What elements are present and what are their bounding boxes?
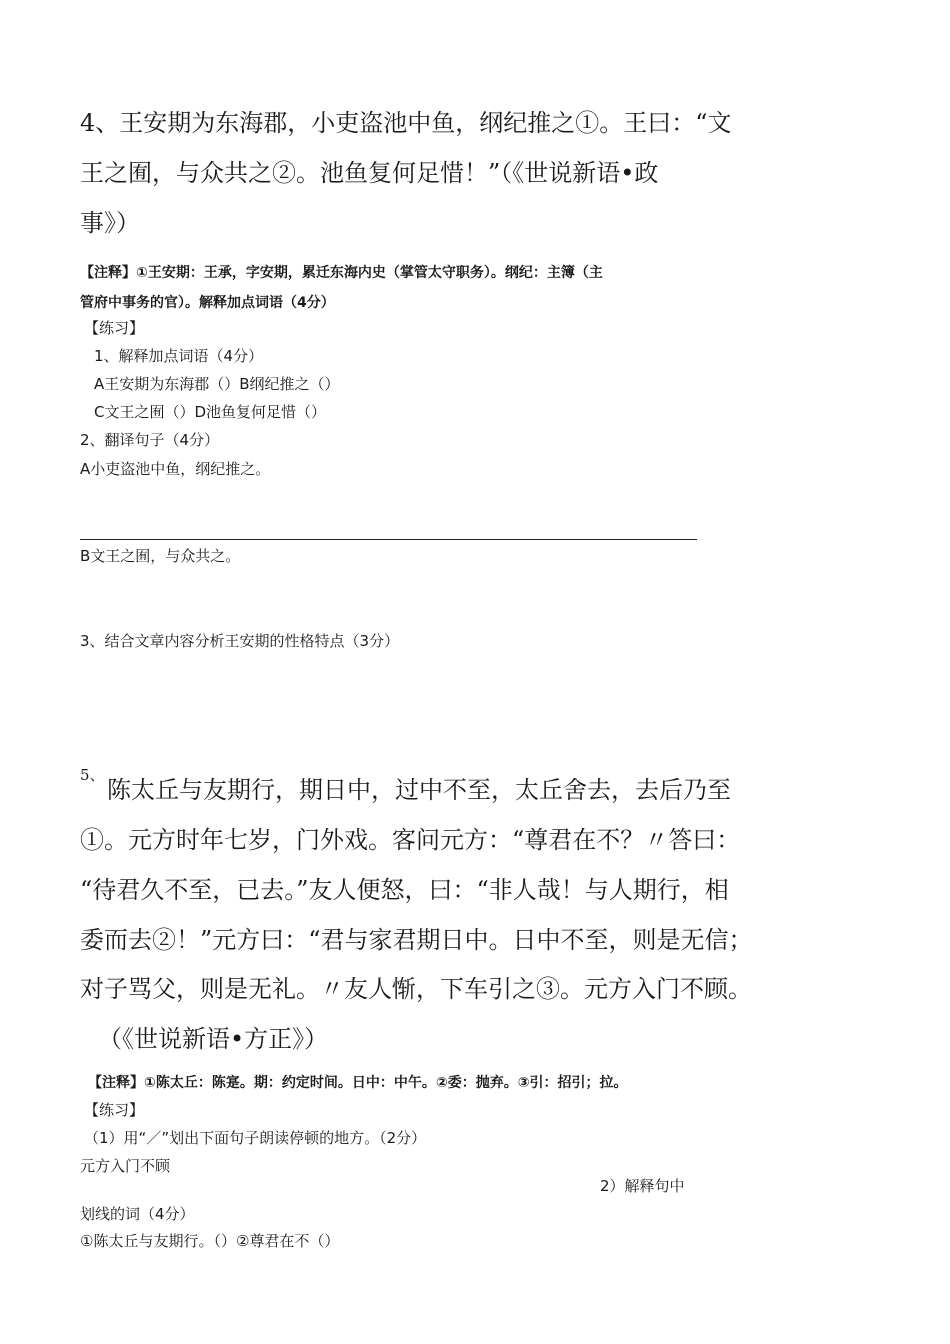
q5-exercise-1: （1）用“／”划出下面句子朗读停顿的地方。（2分）: [84, 1129, 427, 1147]
q5-passage-line-2: ①。元方时年七岁，门外戏。客问元方：“尊君在不？〃答曰：: [80, 826, 741, 854]
q5-exercise-1-sentence: 元方入门不顾: [80, 1157, 171, 1175]
q5-exercise-2-cont: 划线的词（4分）: [80, 1205, 195, 1223]
q4-exercise-1-cd: C文王之囿（）D池鱼复何足惜（）: [94, 403, 327, 421]
q5-passage-line-3: “待君久不至，已去。”友人便怒，曰：“非人哉！与人期行，相: [80, 876, 729, 904]
q4-exercise-2-a: A小吏盗池中鱼，纲纪推之。: [80, 460, 271, 478]
q5-passage-line-4: 委而去②！”元方曰：“君与家君期日中。日中不至，则是无信；: [80, 926, 753, 954]
q4-exercise-1: 1、解释加点词语（4分）: [94, 347, 264, 365]
q5-exercise-2-start: 2）解释句中: [600, 1177, 685, 1195]
q5-annotation: 【注释】①陈太丘：陈寔。期：约定时间。日中：中午。②委：抛弃。③引：招引；拉。: [88, 1075, 628, 1091]
q4-practice-heading: 【练习】: [84, 319, 145, 337]
q4-annotation-line-1: 【注释】①王安期：王承，字安期，累迁东海内史（掌管太守职务）。纲纪：主簿（主: [80, 265, 603, 281]
q4-exercise-1-ab: A王安期为东海郡（）B纲纪推之（）: [94, 375, 340, 393]
q4-passage-line-3: 事》）: [80, 209, 140, 237]
q5-passage-line-1: 陈太丘与友期行，期日中，过中不至，太丘舍去，去后乃至: [107, 776, 731, 804]
q4-exercise-3: 3、结合文章内容分析王安期的性格特点（3分）: [80, 632, 400, 650]
q5-practice-heading: 【练习】: [84, 1101, 145, 1119]
q4-exercise-2-b: B文王之囿，与众共之。: [80, 547, 241, 565]
answer-line: [80, 539, 697, 540]
q4-passage-line-1: 4、王安期为东海郡，小吏盗池中鱼，纲纪推之①。王曰：“文: [80, 109, 732, 137]
q4-exercise-2: 2、翻译句子（4分）: [80, 431, 220, 449]
q5-passage-source: （《世说新语•方正》）: [98, 1025, 329, 1053]
q5-passage-line-5: 对子骂父，则是无礼。〃友人惭，下车引之③。元方入门不顾。: [80, 975, 752, 1003]
q4-annotation-line-2: 管府中事务的官）。解释加点词语（4分）: [80, 295, 335, 311]
q5-exercise-2-items: ①陈太丘与友期行。（）②尊君在不（）: [80, 1232, 340, 1250]
q4-passage-line-2: 王之囿，与众共之②。池鱼复何足惜！”（《世说新语•政: [80, 159, 659, 187]
q5-number: 5、: [80, 766, 105, 784]
